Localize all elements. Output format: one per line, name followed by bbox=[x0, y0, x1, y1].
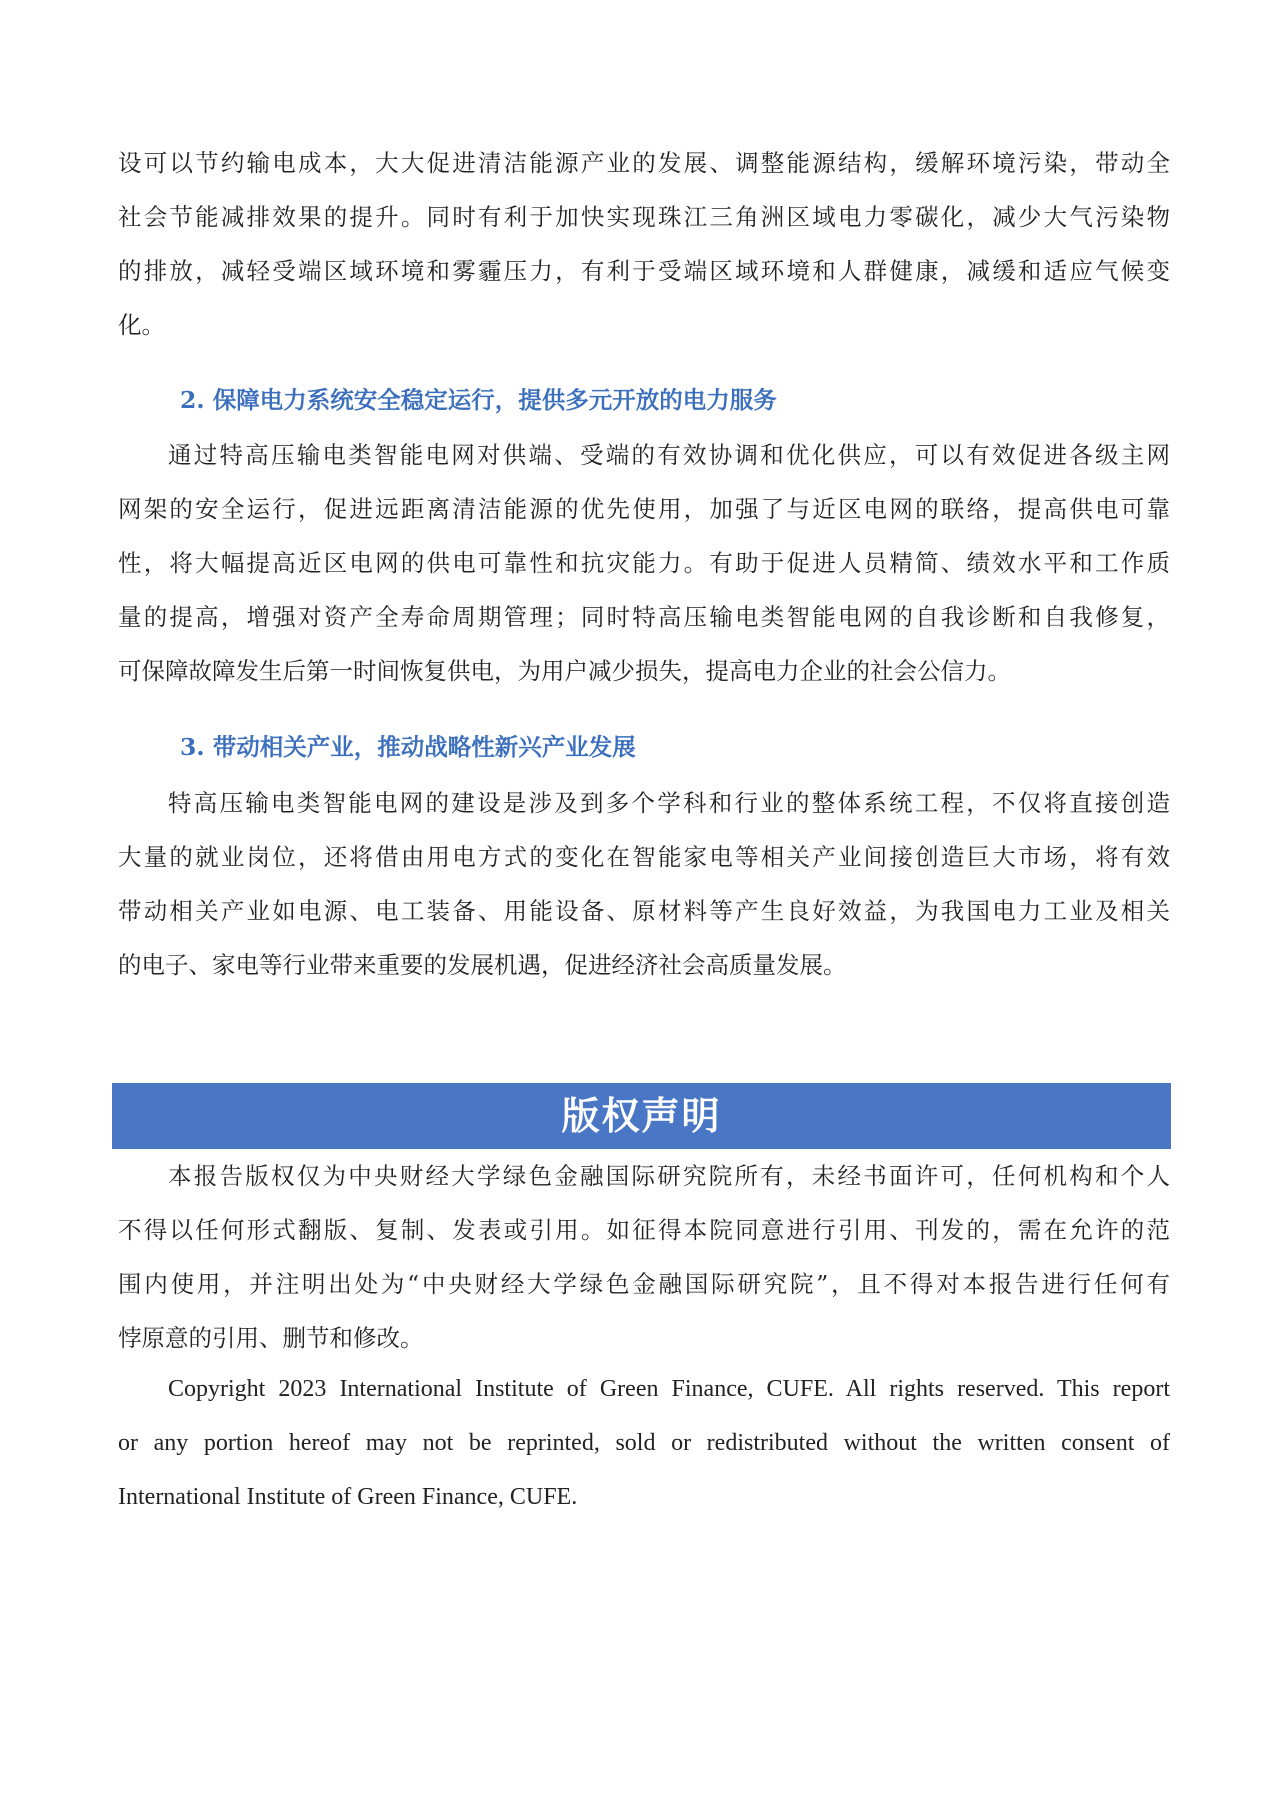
paragraph-line: 悖原意的引用、删节和修改。 bbox=[118, 1324, 424, 1352]
paragraph-line: 不得以任何形式翻版、复制、发表或引用。如征得本院同意进行引用、刊发的，需在允许的范 bbox=[118, 1216, 1170, 1244]
paragraph-line: 设可以节约输电成本，大大促进清洁能源产业的发展、调整能源结构，缓解环境污染，带动全 bbox=[118, 149, 1170, 177]
paragraph-line: 围内使用，并注明出处为“中央财经大学绿色金融国际研究院”，且不得对本报告进行任何有 bbox=[118, 1270, 1170, 1298]
paragraph-line: 可保障故障发生后第一时间恢复供电，为用户减少损失，提高电力企业的社会公信力。 bbox=[118, 657, 1011, 685]
paragraph-line: 通过特高压输电类智能电网对供端、受端的有效协调和优化供应，可以有效促进各级主网 bbox=[168, 441, 1170, 469]
paragraph-line: 特高压输电类智能电网的建设是涉及到多个学科和行业的整体系统工程，不仅将直接创造 bbox=[168, 789, 1170, 817]
paragraph-line: 网架的安全运行，促进远距离清洁能源的优先使用，加强了与近区电网的联络，提高供电可靠 bbox=[118, 495, 1170, 523]
paragraph-line: 量的提高，增强对资产全寿命周期管理；同时特高压输电类智能电网的自我诊断和自我修复， bbox=[118, 603, 1170, 631]
paragraph-line: 化。 bbox=[118, 311, 165, 339]
paragraph-line: 本报告版权仅为中央财经大学绿色金融国际研究院所有，未经书面许可，任何机构和个人 bbox=[168, 1162, 1170, 1190]
paragraph-line: 社会节能减排效果的提升。同时有利于加快实现珠江三角洲区域电力零碳化，减少大气污染物 bbox=[118, 203, 1170, 231]
paragraph-line: 带动相关产业如电源、电工装备、用能设备、原材料等产生良好效益，为我国电力工业及相关 bbox=[118, 897, 1170, 925]
paragraph-line: International Institute of Green Finance, CUFE. bbox=[118, 1484, 578, 1510]
copyright-banner bbox=[112, 1083, 1171, 1149]
paragraph-line: 性，将大幅提高近区电网的供电可靠性和抗灾能力。有助于促进人员精简、绩效水平和工作质 bbox=[118, 549, 1170, 577]
paragraph-line: 的排放，减轻受端区域环境和雾霾压力，有利于受端区域环境和人群健康，减缓和适应气候变 bbox=[118, 257, 1170, 285]
copyright-banner-title: 版权声明 bbox=[561, 1093, 722, 1138]
section-heading-2: 2. 保障电力系统安全稳定运行，提供多元开放的电力服务 bbox=[180, 386, 777, 414]
paragraph-line: Copyright 2023 International Institute of Green Finance, CUFE. All rights reserved. This report bbox=[168, 1376, 1170, 1402]
paragraph-line: or any portion hereof may not be reprinted, sold or redistributed without the written consent of bbox=[118, 1430, 1170, 1456]
paragraph-line: 的电子、家电等行业带来重要的发展机遇，促进经济社会高质量发展。 bbox=[118, 951, 847, 979]
paragraph-line: 大量的就业岗位，还将借由用电方式的变化在智能家电等相关产业间接创造巨大市场，将有效 bbox=[118, 843, 1170, 871]
section-heading-3: 3. 带动相关产业，推动战略性新兴产业发展 bbox=[180, 733, 636, 761]
